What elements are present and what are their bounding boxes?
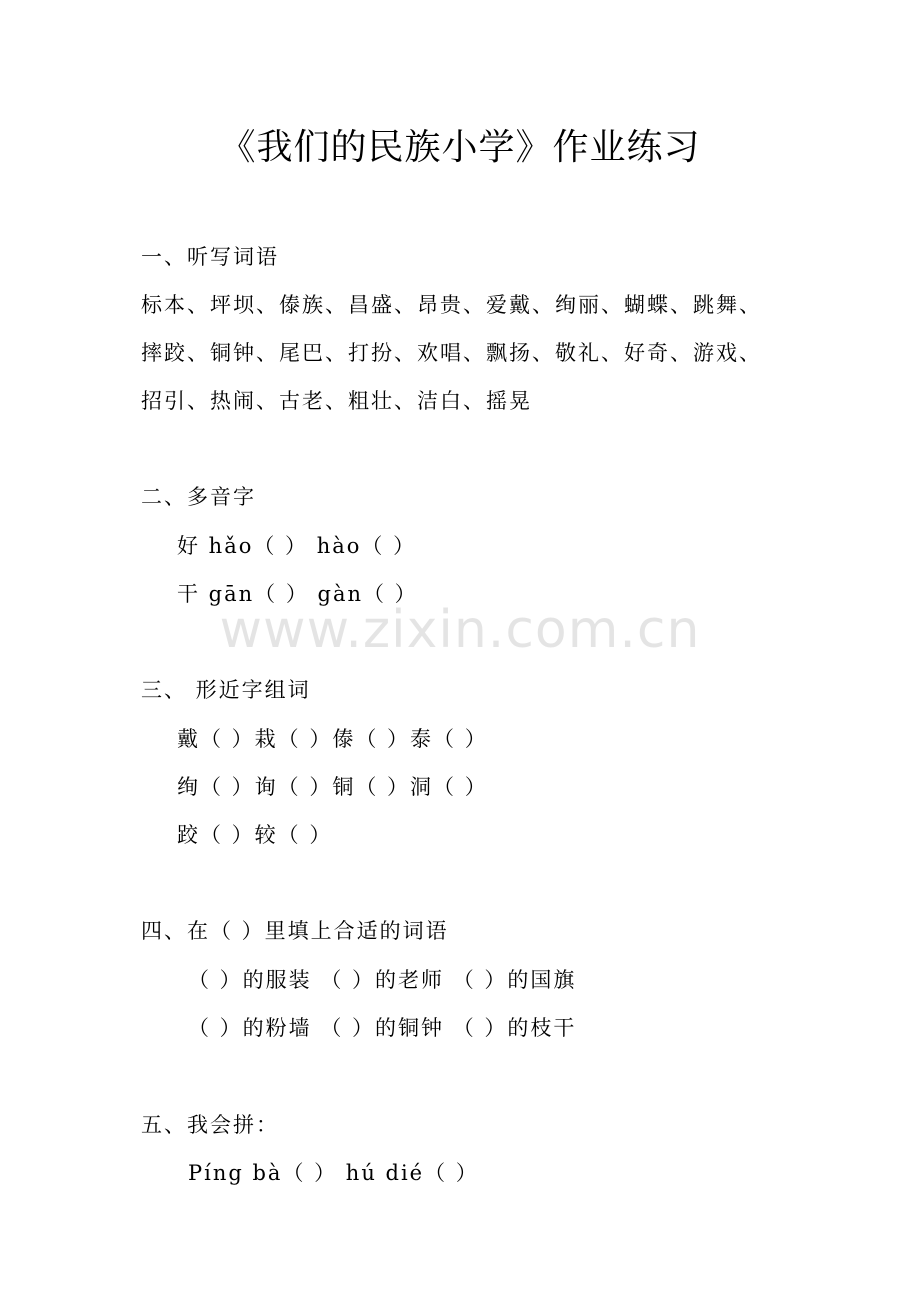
section4-line: （ ）的服装 （ ）的老师 （ ）的国旗 <box>188 968 577 992</box>
section1-line: 招引、热闹、古老、粗壮、洁白、摇晃 <box>141 389 532 413</box>
section4-heading: 四、在（ ）里填上合适的词语 <box>141 919 449 943</box>
section4-line: （ ）的粉墙 （ ）的铜钟 （ ）的枝干 <box>188 1016 577 1040</box>
section3-line: 跤（ ）较（ ） <box>177 823 333 847</box>
section3-heading: 三、 形近字组词 <box>141 678 311 702</box>
section5-heading: 五、我会拼： <box>141 1113 279 1137</box>
section3-line: 戴（ ）栽（ ）傣（ ）泰（ ） <box>177 727 488 751</box>
section2-line: 干 gān（ ） gàn（ ） <box>177 582 418 606</box>
section2-line: 好 hǎo（ ） hào（ ） <box>177 534 417 558</box>
section1-line: 标本、坪坝、傣族、昌盛、昂贵、爱戴、绚丽、蝴蝶、跳舞、 <box>141 293 762 317</box>
watermark: www.zixin.com.cn <box>219 600 701 660</box>
section1-heading: 一、听写词语 <box>141 245 279 269</box>
section1-line: 摔跤、铜钟、尾巴、打扮、欢唱、飘扬、敬礼、好奇、游戏、 <box>141 341 762 365</box>
page-title: 《我们的民族小学》作业练习 <box>219 127 701 168</box>
section3-line: 绚（ ）询（ ）铜（ ）洞（ ） <box>177 775 488 799</box>
section5-line: Píng bà（ ） hú dié（ ） <box>188 1161 479 1185</box>
section2-heading: 二、多音字 <box>141 485 256 509</box>
